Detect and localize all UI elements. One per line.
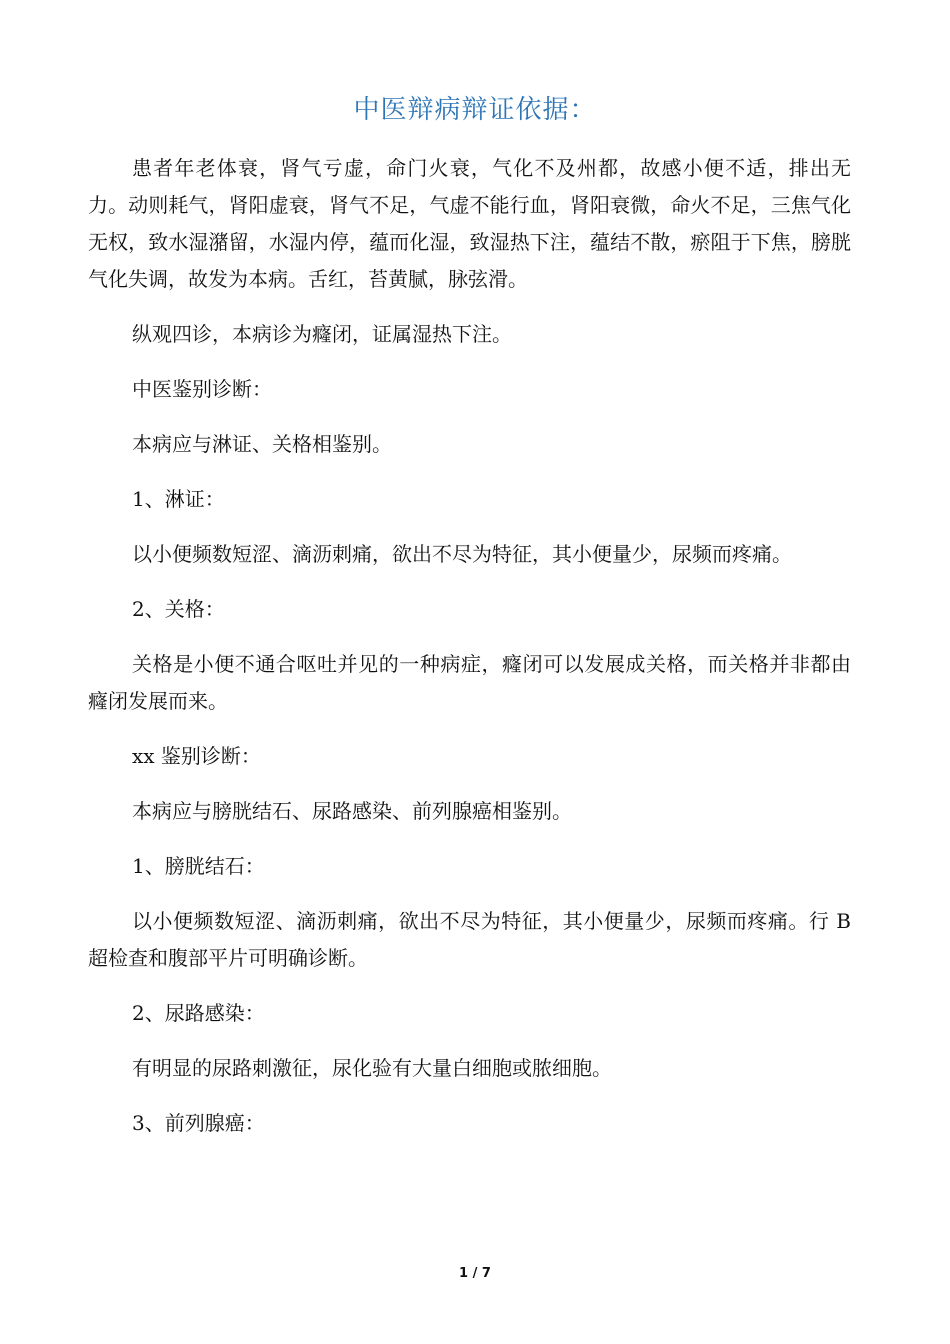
paragraph-linzheng: 以小便频数短涩、滴沥刺痛，欲出不尽为特征，其小便量少，尿频而疼痛。 <box>132 542 792 566</box>
paragraph-urinary-infection: 有明显的尿路刺激征，尿化验有大量白细胞或脓细胞。 <box>132 1056 612 1080</box>
paragraph-bladder-stone: 以小便频数短涩、滴沥刺痛，欲出不尽为特征，其小便量少，尿频而疼痛。行 B 超检查和腹部平片可明确诊断。 <box>88 909 851 970</box>
paragraph-pathogenesis: 患者年老体衰，肾气亏虚，命门火衰，气化不及州都，故感小便不适，排出无力。动则耗气，肾阳虚衰，肾气不足，气虚不能行血，肾阳衰微，命火不足，三焦气化无权，致水湿潴留，水湿内停，蕴而化湿，致湿热下注，蕴结不散，瘀阻于下焦，膀胱气化失调，故发为本病。舌红，苔黄腻，脉弦滑。 <box>88 156 851 291</box>
document-body <box>88 150 851 1160</box>
heading-urinary-infection: 2、尿路感染： <box>132 1001 265 1025</box>
heading-linzheng: 1、淋证： <box>132 487 225 511</box>
heading-guange: 2、关格： <box>132 597 225 621</box>
heading-western-differential: xx 鉴别诊断： <box>132 744 261 768</box>
paragraph-western-differential-intro: 本病应与膀胱结石、尿路感染、前列腺癌相鉴别。 <box>132 799 572 823</box>
heading-prostate-cancer: 3、前列腺癌： <box>132 1111 265 1135</box>
paragraph-diagnosis-summary: 纵观四诊，本病诊为癃闭，证属湿热下注。 <box>132 322 512 346</box>
heading-bladder-stone: 1、膀胱结石： <box>132 854 265 878</box>
page-number: 1 / 7 <box>459 1266 491 1281</box>
document-title: 中医辩病辩证依据： <box>353 95 597 125</box>
heading-tcm-differential: 中医鉴别诊断： <box>132 377 272 401</box>
paragraph-tcm-differential-intro: 本病应与淋证、关格相鉴别。 <box>132 432 392 456</box>
paragraph-guange: 关格是小便不通合呕吐并见的一种病症，癃闭可以发展成关格，而关格并非都由癃闭发展而来。 <box>88 652 851 713</box>
